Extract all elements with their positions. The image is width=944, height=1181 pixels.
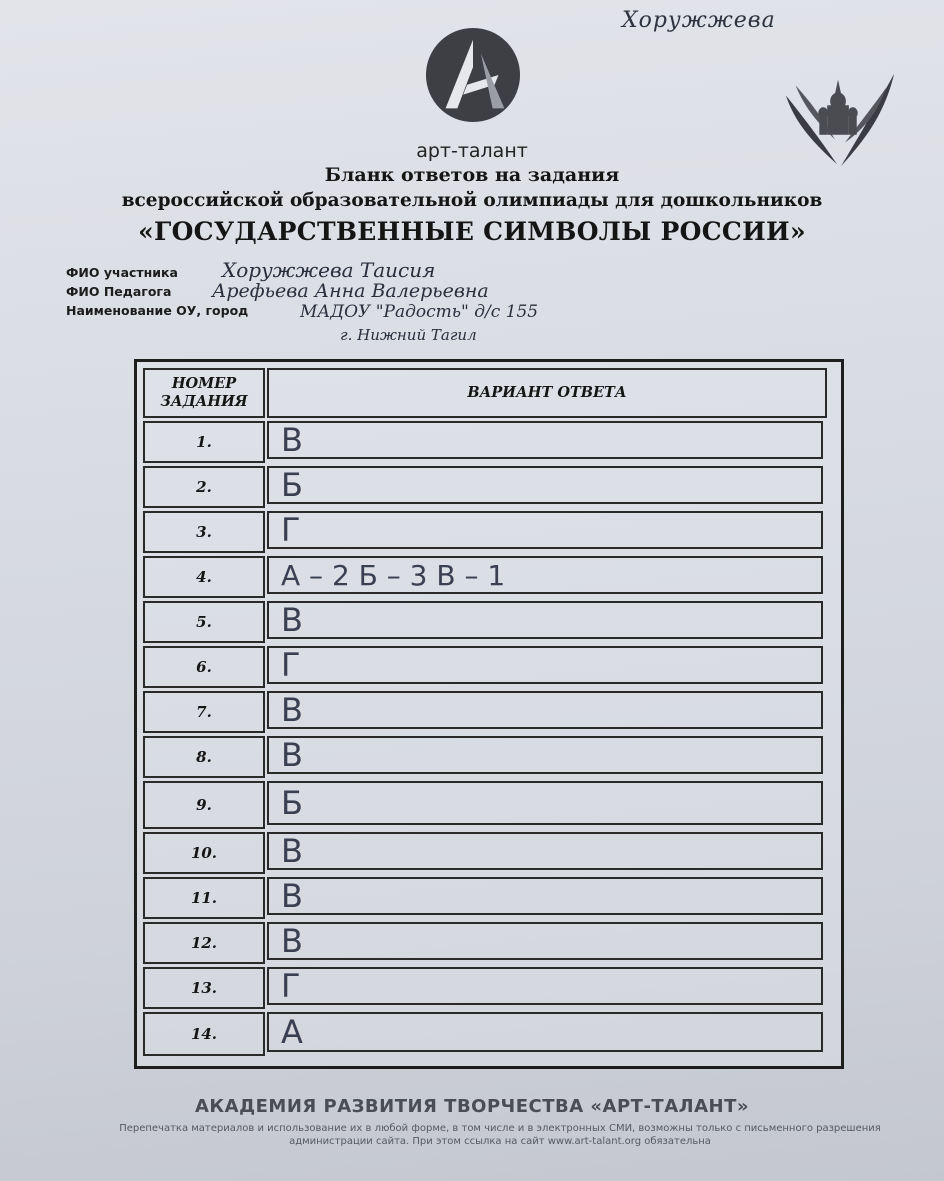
task-number: 6. bbox=[143, 646, 265, 688]
answer-cell[interactable]: В bbox=[267, 832, 823, 870]
task-number: 3. bbox=[143, 511, 265, 553]
header-answer-variant: ВАРИАНТ ОТВЕТА bbox=[267, 368, 827, 418]
footer-notice: Перепечатка материалов и использование их в любой форме, в том числе и в электронных СМИ, возможны только с письменного разрешения администрации сайта. При этом ссылка на сайт www.art-talant.org обязательна bbox=[119, 1123, 881, 1147]
title-line-1: Бланк ответов на задания bbox=[324, 164, 620, 186]
answer-cell[interactable]: В bbox=[267, 421, 823, 459]
answer-cell[interactable]: Б bbox=[267, 466, 823, 504]
task-number: 14. bbox=[143, 1012, 265, 1056]
task-number: 9. bbox=[143, 781, 265, 829]
teacher-label: ФИО Педагога bbox=[66, 284, 172, 299]
answer-cell[interactable]: Г bbox=[267, 511, 823, 549]
answer-cell[interactable]: В bbox=[267, 922, 823, 960]
task-number: 10. bbox=[143, 832, 265, 874]
footer-academy: АКАДЕМИЯ РАЗВИТИЯ ТВОРЧЕСТВА «АРТ-ТАЛАНТ» bbox=[195, 1096, 749, 1117]
participant-value: Хоружжева Таисия bbox=[222, 258, 436, 282]
task-number: 5. bbox=[143, 601, 265, 643]
task-number: 8. bbox=[143, 736, 265, 778]
teacher-value: Арефьева Анна Валерьевна bbox=[212, 280, 489, 302]
answer-cell[interactable]: В bbox=[267, 601, 823, 639]
org-label: Наименование ОУ, город bbox=[66, 303, 249, 318]
answer-cell[interactable]: В bbox=[267, 691, 823, 729]
org-value-line-2: г. Нижний Тагил bbox=[340, 326, 477, 344]
task-number: 11. bbox=[143, 877, 265, 919]
answer-cell[interactable]: А – 2 Б – 3 В – 1 bbox=[267, 556, 823, 594]
task-number: 12. bbox=[143, 922, 265, 964]
answer-cell[interactable]: В bbox=[267, 736, 823, 774]
header-task-number: НОМЕР ЗАДАНИЯ bbox=[143, 368, 265, 418]
title-line-3: «ГОСУДАРСТВЕННЫЕ СИМВОЛЫ РОССИИ» bbox=[138, 217, 806, 246]
answer-cell[interactable]: Б bbox=[267, 781, 823, 825]
answer-cell[interactable]: Г bbox=[267, 967, 823, 1005]
title-line-2: всероссийской образовательной олимпиады для дошкольников bbox=[121, 190, 823, 211]
art-talant-logo-icon bbox=[424, 26, 522, 124]
answers-table bbox=[134, 359, 844, 1069]
answer-cell[interactable]: В bbox=[267, 877, 823, 915]
task-number: 2. bbox=[143, 466, 265, 508]
task-number: 4. bbox=[143, 556, 265, 598]
task-number: 7. bbox=[143, 691, 265, 733]
answer-cell[interactable]: Г bbox=[267, 646, 823, 684]
corner-handwritten-note: Хоружжева bbox=[622, 8, 776, 33]
task-number: 13. bbox=[143, 967, 265, 1009]
org-value-line-1: МАДОУ "Радость" д/с 155 bbox=[300, 302, 539, 322]
brand-name: арт-талант bbox=[416, 140, 528, 162]
task-number: 1. bbox=[143, 421, 265, 463]
answer-cell[interactable]: А bbox=[267, 1012, 823, 1052]
participant-label: ФИО участника bbox=[66, 265, 178, 280]
